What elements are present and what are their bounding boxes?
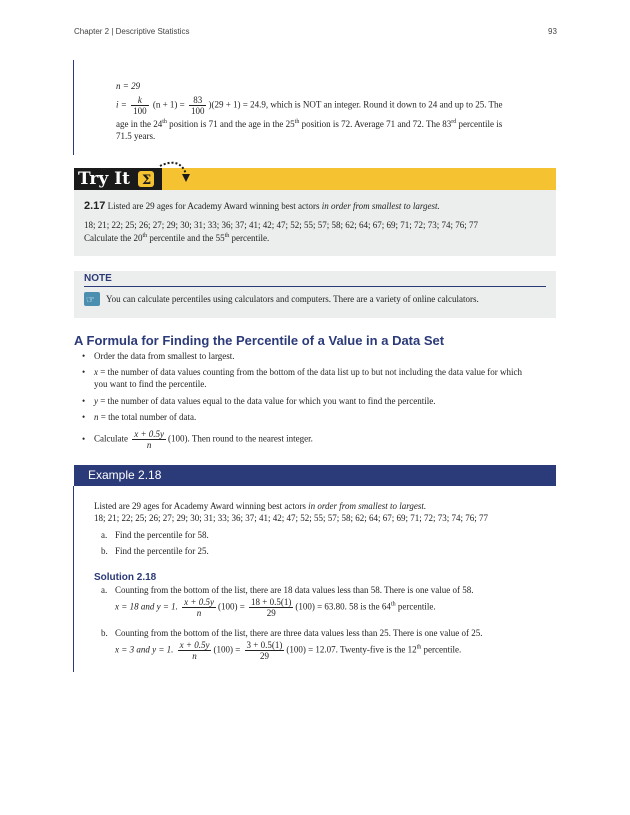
continuation-rule bbox=[73, 60, 74, 155]
example-question-a: a. Find the percentile for 58. bbox=[101, 530, 209, 540]
sigma-icon bbox=[138, 171, 154, 187]
solution-title: Solution 2.18 bbox=[94, 572, 157, 583]
page-number: 93 bbox=[548, 27, 557, 36]
example-intro: Listed are 29 ages for Academy Award winning best actors in order from smallest to largest. bbox=[94, 501, 427, 511]
bullet-order: • Order the data from smallest to largest. bbox=[82, 351, 235, 361]
svg-text:☞: ☞ bbox=[86, 295, 95, 306]
try-it-calc: Calculate the 20th percentile and the 55th percentile. bbox=[84, 233, 270, 243]
hand-pointer-icon bbox=[84, 292, 100, 306]
note-title: NOTE bbox=[84, 273, 112, 284]
try-it-data: 18; 21; 22; 25; 26; 27; 29; 30; 31; 33; 36; 37; 41; 42; 47; 52; 55; 57; 58; 62; 64; 67; 69; 71; 72; 73; 74; 76; 77 bbox=[84, 220, 479, 230]
bullet-calculate: • Calculate $\frac{x + 0.5y}{n}$ (100). Then round to the nearest integer. bbox=[82, 429, 313, 450]
bullet-x-definition: • x = the number of data values counting from the bottom of the data list up to but not including the data value for which you want to find the percentile. bbox=[82, 367, 522, 389]
try-it-prompt: 2.17 Listed are 29 ages for Academy Award winning best actors in order from smallest to largest. bbox=[84, 200, 440, 212]
try-it-label: Try It bbox=[78, 169, 130, 189]
example-question-b: b. Find the percentile for 25. bbox=[101, 546, 209, 556]
solution-a-formula: x = 18 and y = 1. $\frac{x + 0.5y}{n}$ (100) = $\frac{18 + 0.5(1)}{29}$ (100) = 63.80. 58 is the 64th percentile. bbox=[115, 597, 436, 618]
running-header: Chapter 2 | Descriptive Statistics bbox=[74, 27, 190, 36]
solution-b-formula: x = 3 and y = 1. $\frac{x + 0.5y}{n}$ (100) = $\frac{3 + 0.5(1)}{29}$ (100) = 12.07. Twenty-five is the 12th percentile. bbox=[115, 640, 462, 661]
i-formula-line: i = $\frac{k}{100}$ (n + 1) = $\frac{83}{100}$ )(29 + 1) = 24.9, which is NOT an integer. Round it down to 24 and up to 25. The bbox=[116, 95, 503, 116]
svg-text:Σ: Σ bbox=[142, 173, 152, 187]
n-line: n = 29 bbox=[116, 81, 141, 91]
bullet-y-definition: • y = the number of data values equal to the data value for which you want to find the percentile. bbox=[82, 396, 436, 406]
solution-b-text: b. Counting from the bottom of the list, there are three data values less than 25. There is one value of 25. bbox=[101, 628, 483, 638]
example-title: Example 2.18 bbox=[88, 468, 162, 482]
note-rule bbox=[84, 286, 546, 287]
example-data: 18; 21; 22; 25; 26; 27; 29; 30; 31; 33; 36; 37; 41; 42; 47; 52; 55; 57; 58; 62; 64; 67; 69; 71; 72; 73; 74; 76; 77 bbox=[94, 513, 489, 523]
section-heading: A Formula for Finding the Percentile of a Value in a Data Set bbox=[74, 333, 445, 348]
age-position-line: age in the 24th position is 71 and the age in the 25th position is 72. Average 71 and 72. The 83rd percentile is bbox=[116, 119, 503, 129]
example-rule bbox=[73, 486, 74, 672]
result-line: 71.5 years. bbox=[116, 131, 156, 141]
bullet-n-definition: • n = the total number of data. bbox=[82, 412, 197, 422]
note-text: You can calculate percentiles using calculators and computers. There are a variety of online calculators. bbox=[106, 294, 479, 304]
solution-a-text: a. Counting from the bottom of the list, there are 18 data values less than 58. There is one value of 58. bbox=[101, 585, 474, 595]
